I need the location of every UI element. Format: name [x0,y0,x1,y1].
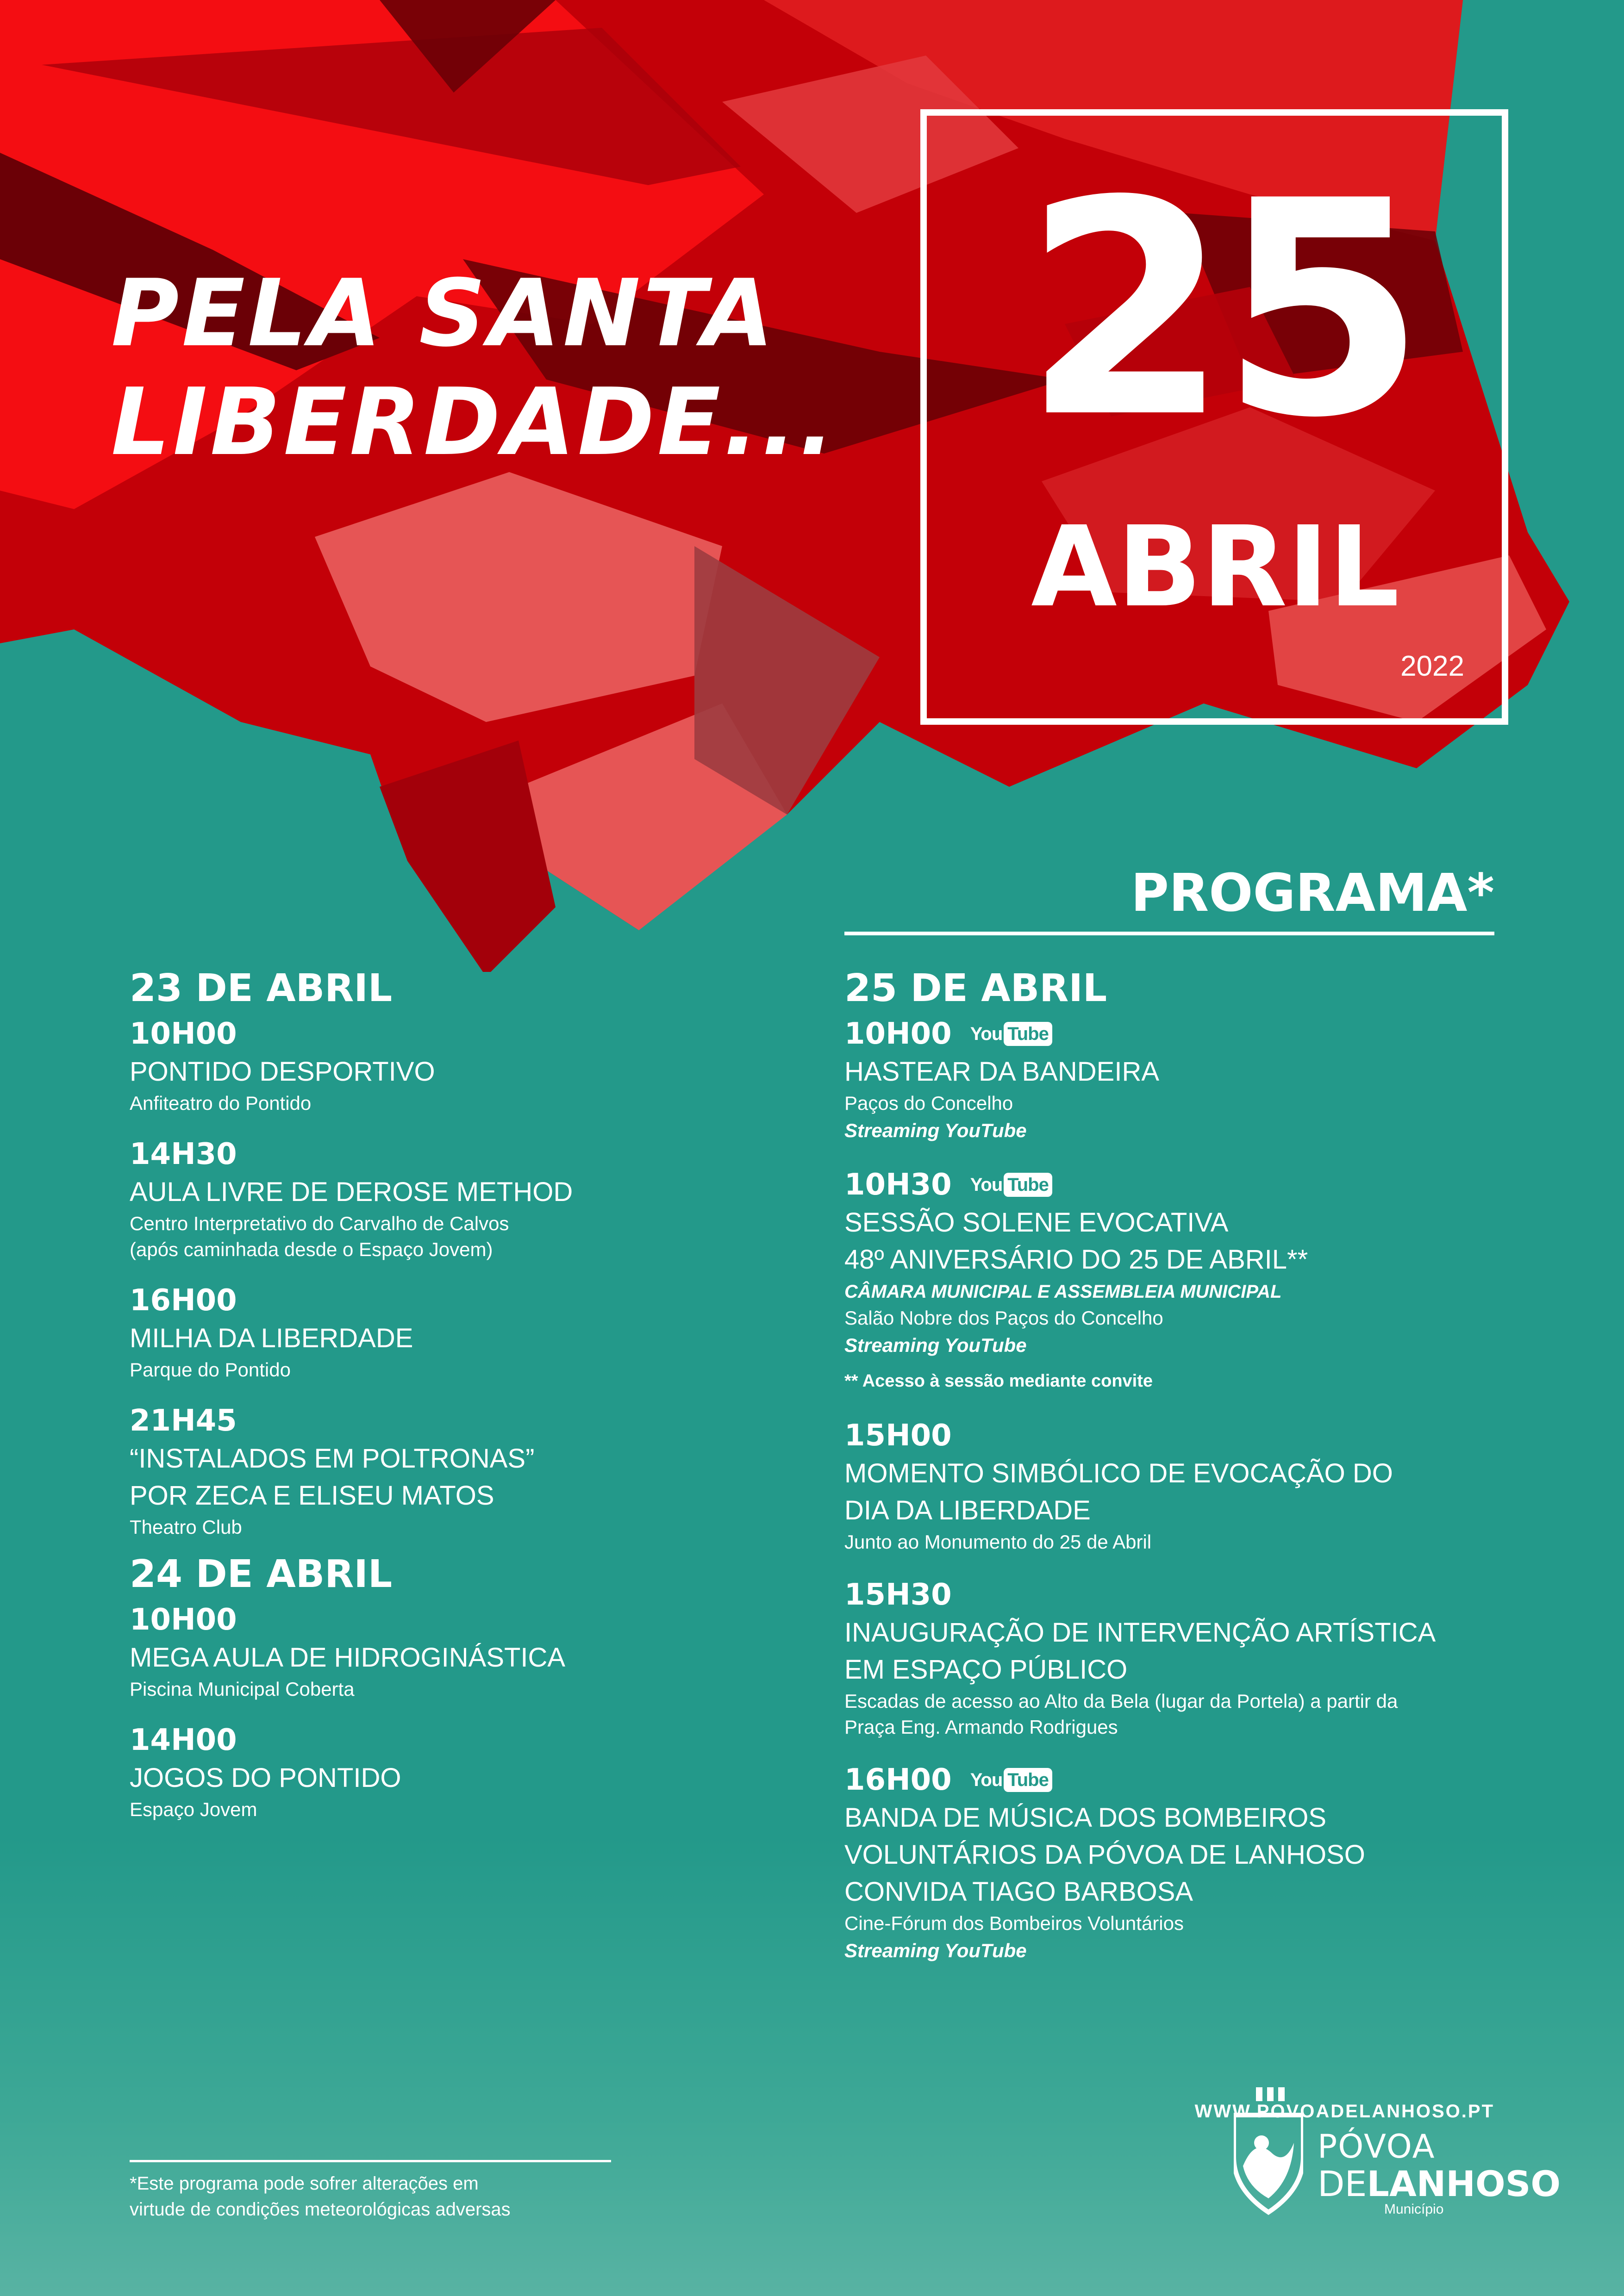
event-organizer: CÂMARA MUNICIPAL E ASSEMBLEIA MUNICIPAL [844,1282,1282,1302]
event-time-text: 21H45 [130,1404,237,1438]
youtube-icon [970,1768,1052,1792]
program-event [844,1416,1502,1555]
program-event [130,1135,787,1263]
headline [111,259,837,477]
youtube-icon [970,1173,1052,1197]
day-heading: 23 DE ABRIL [130,966,393,1010]
event-time [844,1165,1502,1204]
event-time-text: 14H00 [130,1723,237,1757]
program-event [130,1401,787,1540]
footnote [130,2171,639,2222]
headline-line1: PELA SANTA [111,260,776,367]
event-title: CONVIDA TIAGO BARBOSA [844,1877,1193,1907]
event-location: Escadas de acesso ao Alto da Bela (lugar da Portela) a partir da [844,1690,1398,1712]
program-event [844,1575,1502,1740]
event-title: EM ESPAÇO PÚBLICO [844,1655,1128,1685]
event-time [130,1721,787,1760]
event-time-text: 15H00 [844,1419,952,1453]
event-location: Junto ao Monumento do 25 de Abril [844,1531,1152,1553]
event-streaming: Streaming YouTube [844,1334,1027,1356]
event-location: Cine-Fórum dos Bombeiros Voluntários [844,1912,1184,1934]
event-title: DIA DA LIBERDADE [844,1495,1091,1525]
event-title: VOLUNTÁRIOS DA PÓVOA DE LANHOSO [844,1840,1365,1870]
youtube-icon-you: You [970,1770,1003,1790]
event-note: ** Acesso à sessão mediante convite [844,1371,1153,1391]
event-time [130,1135,787,1174]
event-title: INAUGURAÇÃO DE INTERVENÇÃO ARTÍSTICA [844,1618,1436,1648]
logo-text-de: DE [1318,2163,1367,2204]
event-time-text: 14H30 [130,1137,237,1171]
municipality-logo-icon [1234,2087,1303,2217]
event-time [844,1575,1502,1614]
event-location: Parque do Pontido [130,1359,291,1381]
youtube-icon-tube: Tube [1004,1768,1052,1792]
program-event [130,1014,787,1116]
date-year: 2022 [1400,650,1464,682]
event-title: SESSÃO SOLENE EVOCATIVA [844,1207,1229,1238]
youtube-icon-tube: Tube [1004,1173,1052,1197]
event-time-text: 16H00 [844,1763,952,1797]
program-event [130,1600,787,1702]
event-time [130,1600,787,1639]
event-title: MILHA DA LIBERDADE [130,1323,413,1353]
event-time-text: 16H00 [130,1283,237,1318]
event-title: MOMENTO SIMBÓLICO DE EVOCAÇÃO DO [844,1458,1393,1488]
event-location: Piscina Municipal Coberta [130,1678,355,1700]
event-location: Praça Eng. Armando Rodrigues [844,1716,1118,1738]
event-time [844,1761,1502,1799]
logo-text-lanhoso [1318,2164,1561,2204]
event-time [130,1401,787,1440]
headline-line2: LIBERDADE... [111,368,837,476]
event-streaming: Streaming YouTube [844,1120,1027,1141]
footnote-line: *Este programa pode sofrer alterações em [130,2173,479,2194]
event-streaming: Streaming YouTube [844,1940,1027,1961]
programa-heading: PROGRAMA* [1131,863,1494,923]
footnote-divider [130,2160,611,2162]
event-title: HASTEAR DA BANDEIRA [844,1057,1160,1087]
event-title: MEGA AULA DE HIDROGINÁSTICA [130,1643,566,1673]
day-heading: 25 DE ABRIL [844,966,1107,1010]
logo-text-municipio: Município [1384,2202,1444,2217]
program-event [844,1165,1502,1396]
event-title: PONTIDO DESPORTIVO [130,1057,435,1087]
event-location: Anfiteatro do Pontido [130,1092,312,1114]
event-title: BANDA DE MÚSICA DOS BOMBEIROS [844,1803,1326,1833]
logo-text-lanhoso-bold: LANHOSO [1367,2163,1561,2204]
event-location: Espaço Jovem [130,1798,257,1820]
youtube-icon-you: You [970,1175,1003,1195]
program-event [130,1721,787,1823]
date-month: ABRIL [1031,502,1399,632]
logo-text-povoa: PÓVOA [1318,2128,1436,2165]
event-location: Paços do Concelho [844,1092,1013,1114]
event-location: Salão Nobre dos Paços do Concelho [844,1307,1163,1329]
event-location: (após caminhada desde o Espaço Jovem) [130,1238,493,1260]
program-event [844,1014,1502,1145]
youtube-icon-tube: Tube [1004,1022,1052,1046]
program-event [844,1761,1502,1965]
program-event [130,1281,787,1383]
event-time-text: 10H00 [844,1017,952,1051]
footnote-line: virtude de condições meteorológicas adversas [130,2199,511,2220]
website-link[interactable]: WWW.POVOADELANHOSO.PT [1194,2101,1494,2122]
right-program-column [844,963,1502,1965]
event-title: 48º ANIVERSÁRIO DO 25 DE ABRIL** [844,1244,1308,1275]
youtube-icon [970,1022,1052,1046]
youtube-icon-you: You [970,1024,1003,1044]
event-time-text: 10H30 [844,1168,952,1202]
event-title: “INSTALADOS EM POLTRONAS” [130,1444,535,1474]
event-time [130,1014,787,1053]
event-location: Theatro Club [130,1516,242,1538]
event-time [844,1416,1502,1455]
event-time [130,1281,787,1320]
event-time-text: 15H30 [844,1578,952,1612]
event-location: Centro Interpretativo do Carvalho de Calvos [130,1213,509,1234]
event-title: JOGOS DO PONTIDO [130,1763,401,1793]
left-program-column [130,963,787,1823]
date-day: 25 [1023,137,1417,482]
event-title: AULA LIVRE DE DEROSE METHOD [130,1177,573,1207]
event-title: POR ZECA E ELISEU MATOS [130,1481,494,1511]
day-heading: 24 DE ABRIL [130,1552,393,1596]
programa-divider [844,932,1494,935]
event-time-text: 10H00 [130,1017,237,1051]
event-time [844,1014,1502,1053]
event-time-text: 10H00 [130,1603,237,1637]
